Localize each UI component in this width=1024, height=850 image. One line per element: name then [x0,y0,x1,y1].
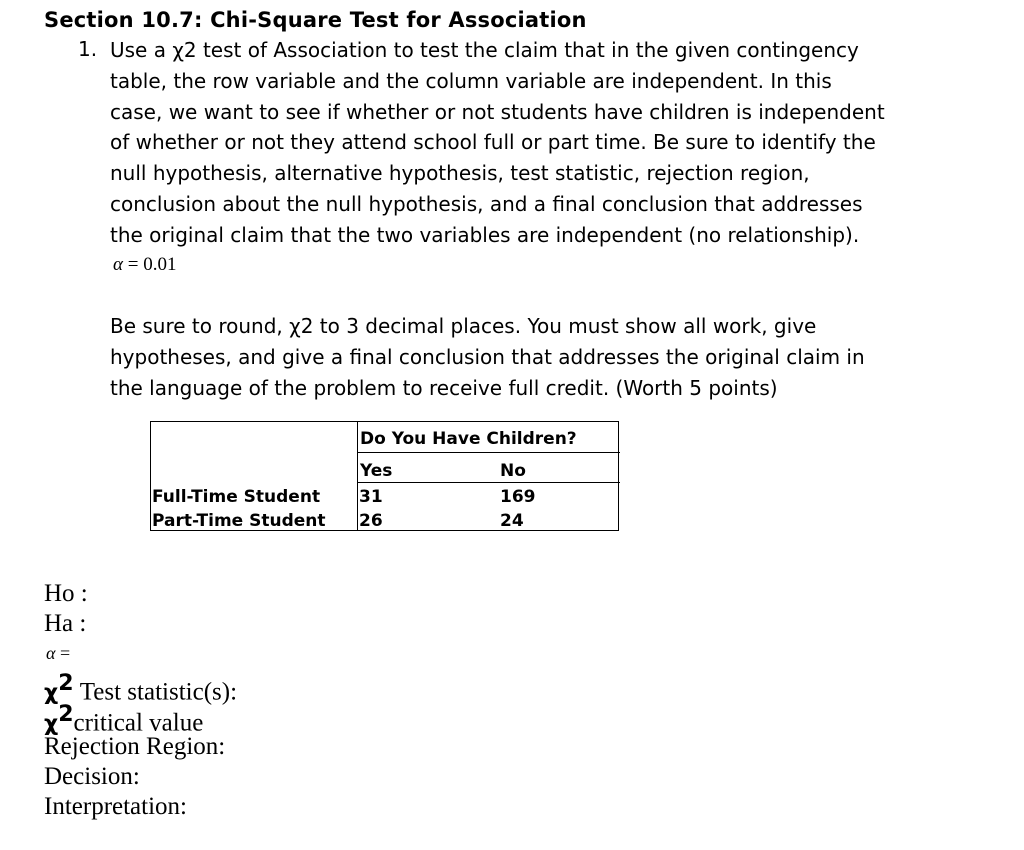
interpretation-label: Interpretation: [44,793,187,820]
table-header: Do You Have Children? [358,422,620,453]
column-header-no: No [500,461,526,481]
alpha-label [46,643,70,664]
alpha-symbol: α [46,643,56,663]
cell-part-time-no: 24 [500,511,524,531]
paragraph-line: null hypothesis, alternative hypothesis, test statistic, rejection region, [110,161,810,186]
alternative-hypothesis-label: Ha : [44,610,87,637]
paragraph-line: table, the row variable and the column variable are independent. In this [110,68,832,93]
table-column-headers [358,453,620,483]
test-statistic-text: Test statistic(s): [79,678,238,706]
paragraph-line: Use a χ2 test of Association to test the claim that in the given contingency [110,38,859,62]
paragraph-line: case, we want to see if whether or not students have children is independent [110,99,885,124]
chi-symbol: χ [44,711,59,737]
column-header-yes: Yes [360,461,393,481]
paragraph-line: the language of the problem to receive full credit. (Worth 5 points) [110,375,778,400]
alpha-symbol: α [113,254,123,275]
critical-value-text: critical value [73,709,204,737]
alpha-equals: = [59,643,71,663]
chi-symbol: χ [44,680,59,706]
chi-superscript: 2 [58,702,74,727]
question-paragraph-2 [110,311,990,403]
paragraph-line: hypotheses, and give a final conclusion that addresses the original claim in [110,344,865,369]
paragraph-line: of whether or not they attend school full or part time. Be sure to identify the [110,130,876,155]
paragraph-line: conclusion about the null hypothesis, and a final conclusion that addresses [110,191,863,216]
chi-superscript: 2 [58,671,74,696]
contingency-table [150,421,619,531]
paragraph-line: Be sure to round, χ2 to 3 decimal places. You must show all work, give [110,314,817,338]
cell-part-time-yes: 26 [359,511,383,531]
table-column-block [357,422,620,530]
row-label-part-time: Part-Time Student [152,511,326,531]
paragraph-line: the original claim that the two variables are independent (no relationship). [110,222,860,247]
cell-full-time-no: 169 [500,487,536,507]
row-label-full-time: Full-Time Student [152,487,321,507]
rejection-region-label: Rejection Region: [44,733,226,760]
null-hypothesis-label: Ho : [44,580,88,607]
question-number: 1. [78,37,98,61]
cell-full-time-yes: 31 [359,487,383,507]
decision-label: Decision: [44,763,140,790]
section-title: Section 10.7: Chi-Square Test for Association [44,8,587,32]
question-paragraph-1 [110,35,990,251]
alpha-statement [113,254,176,276]
alpha-value: = 0.01 [127,254,177,275]
